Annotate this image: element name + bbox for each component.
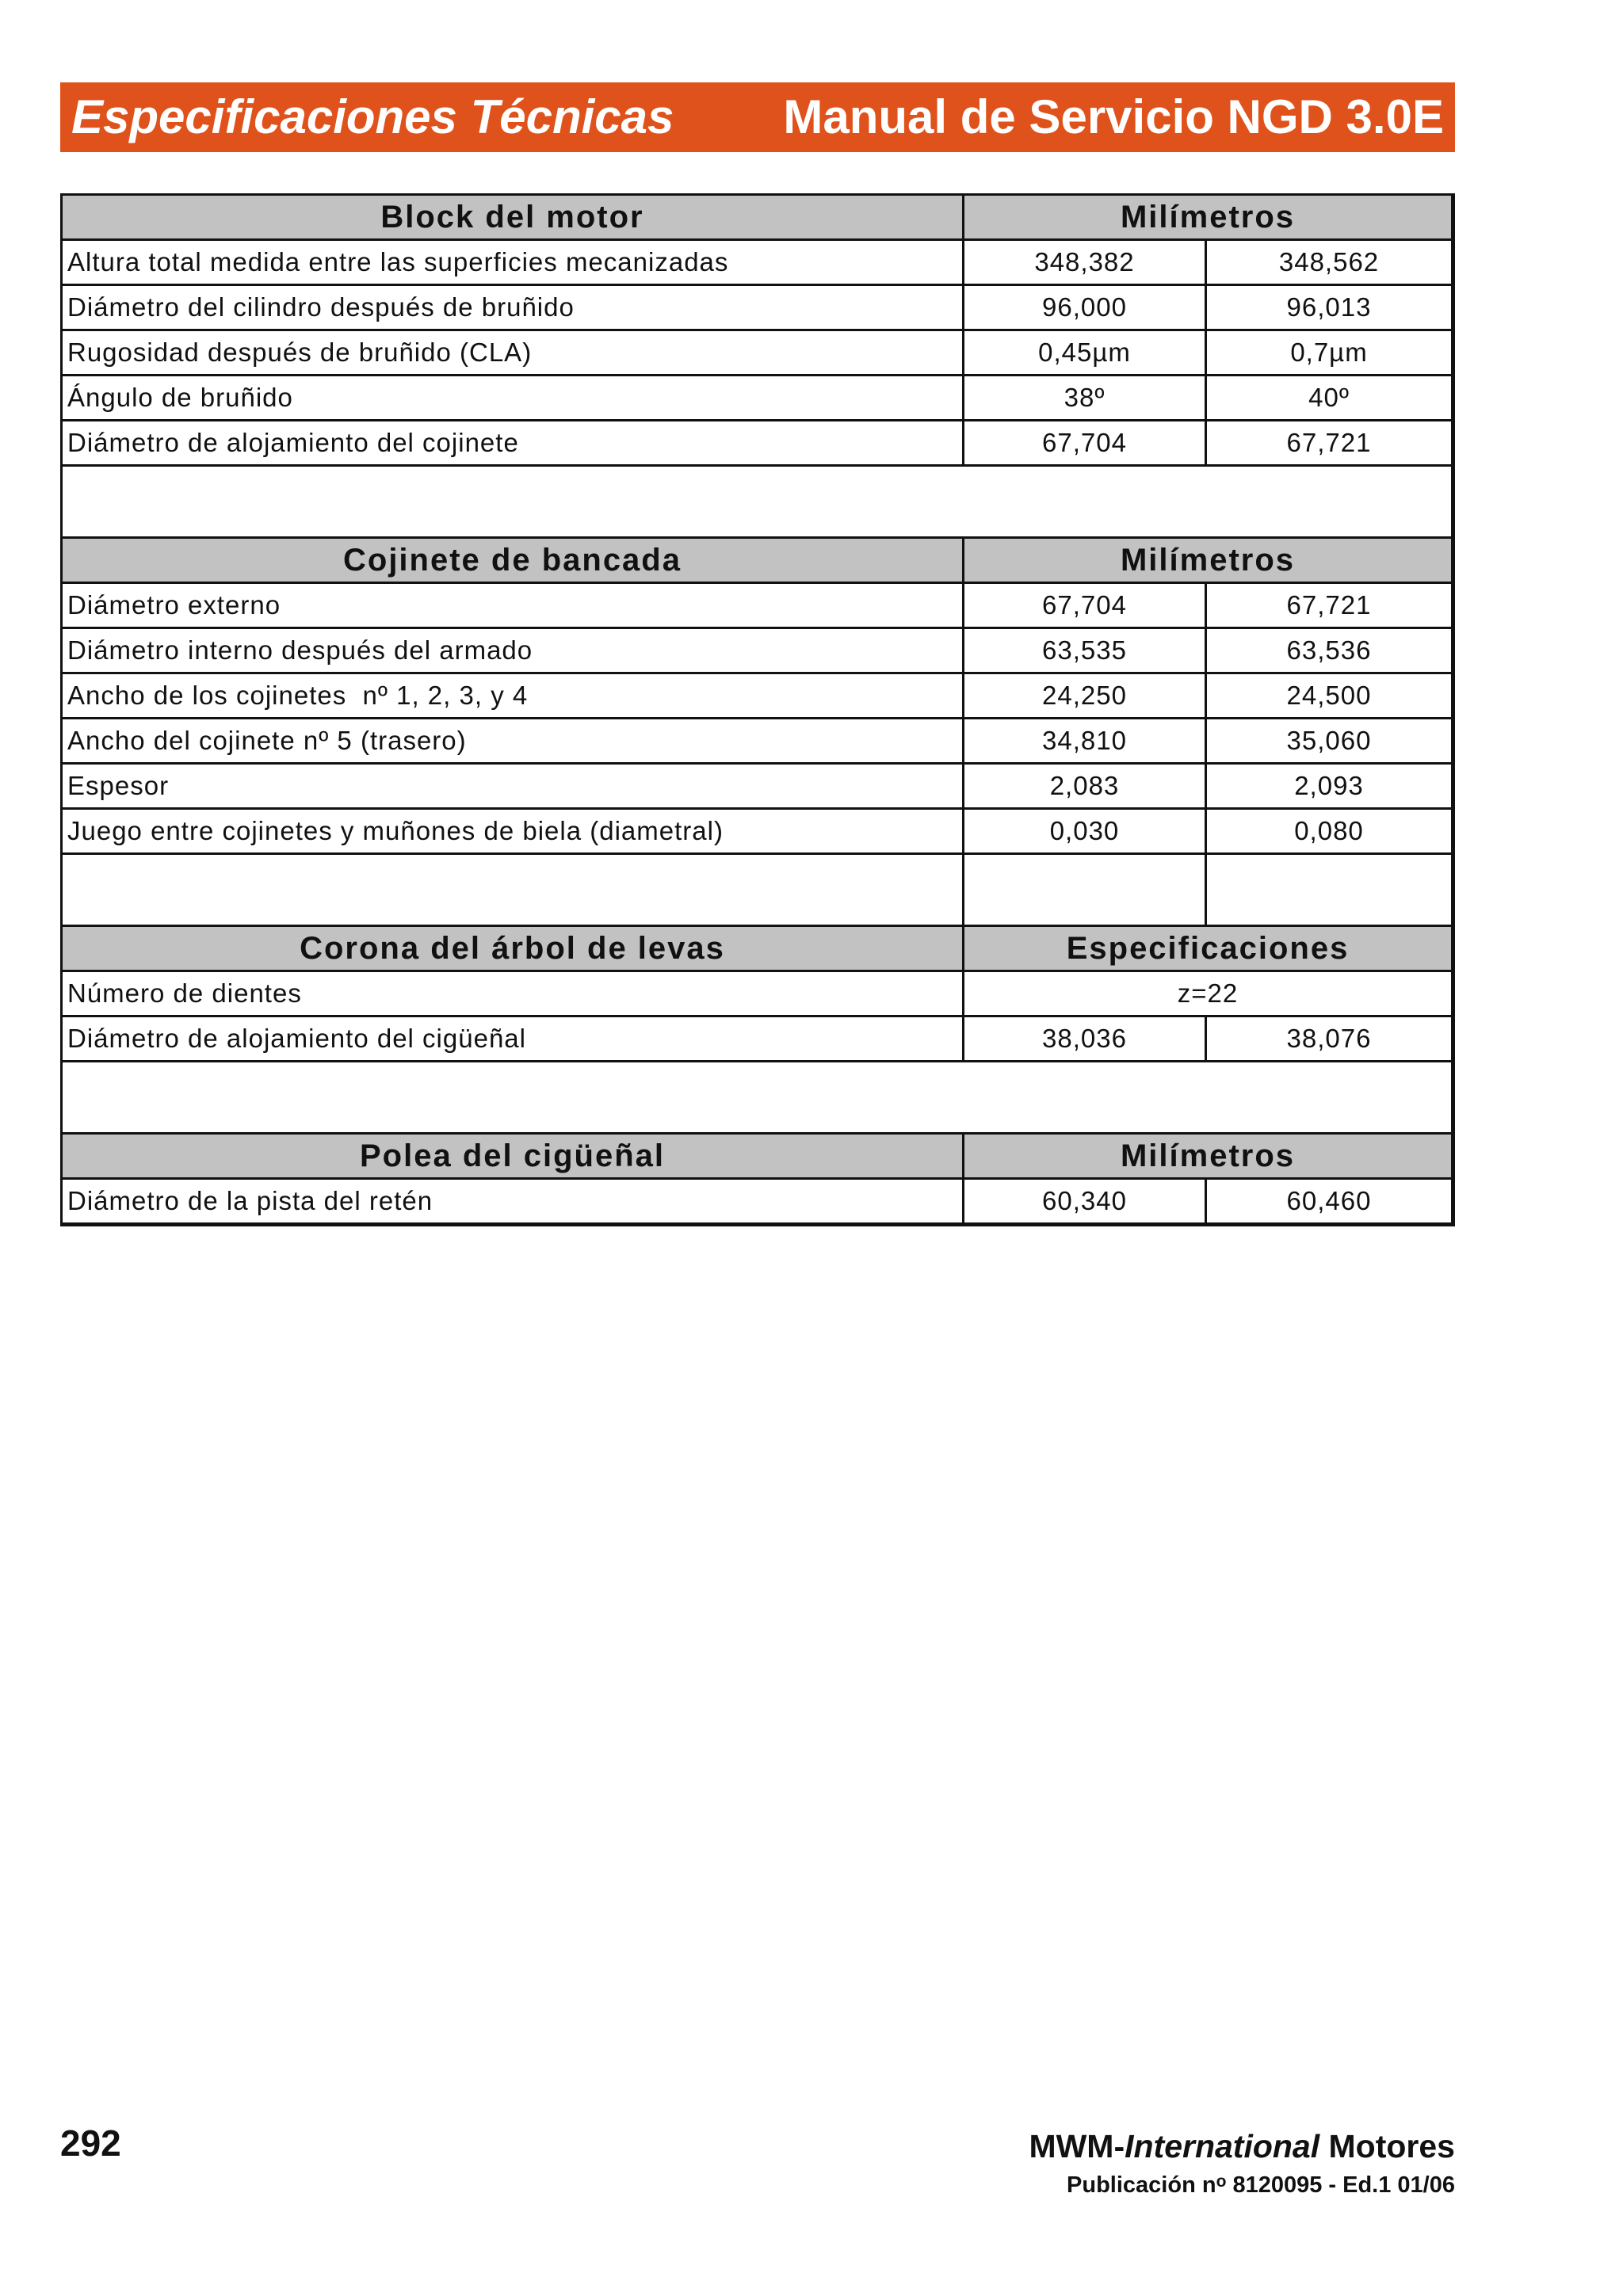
max-value: 67,721 bbox=[1206, 583, 1453, 628]
section-header-block-motor bbox=[62, 195, 1453, 240]
table-row bbox=[62, 421, 1453, 466]
unit-header: Milímetros bbox=[964, 538, 1453, 583]
max-value: 38,076 bbox=[1206, 1016, 1453, 1062]
min-value: 2,083 bbox=[964, 764, 1206, 809]
row-label: Rugosidad después de bruñido (CLA) bbox=[62, 330, 964, 376]
header-bar bbox=[60, 82, 1455, 152]
min-value: 0,45µm bbox=[964, 330, 1206, 376]
empty-cell bbox=[1206, 854, 1453, 926]
spacer-row bbox=[62, 1062, 1453, 1134]
brand-prefix: MWM- bbox=[1029, 2128, 1125, 2164]
unit-header: Especificaciones bbox=[964, 926, 1453, 971]
specifications-table bbox=[60, 193, 1455, 1226]
max-value: 2,093 bbox=[1206, 764, 1453, 809]
section-title: Corona del árbol de levas bbox=[62, 926, 964, 971]
brand-italic: International bbox=[1125, 2128, 1320, 2164]
row-label: Diámetro externo bbox=[62, 583, 964, 628]
row-label: Espesor bbox=[62, 764, 964, 809]
publication-prefix: Publicación n bbox=[1067, 2172, 1216, 2198]
brand-suffix: Motores bbox=[1319, 2128, 1455, 2164]
section-header-cojinete-bancada bbox=[62, 538, 1453, 583]
min-value: 0,030 bbox=[964, 809, 1206, 854]
max-value: 96,013 bbox=[1206, 285, 1453, 330]
min-value: 348,382 bbox=[964, 240, 1206, 285]
empty-cell bbox=[964, 854, 1206, 926]
min-value: 96,000 bbox=[964, 285, 1206, 330]
max-value: 67,721 bbox=[1206, 421, 1453, 466]
table-row bbox=[62, 583, 1453, 628]
min-value: 63,535 bbox=[964, 628, 1206, 673]
unit-header: Milímetros bbox=[964, 1134, 1453, 1179]
row-label: Diámetro de la pista del retén bbox=[62, 1179, 964, 1225]
min-value: 24,250 bbox=[964, 673, 1206, 719]
empty-cell bbox=[62, 466, 1453, 538]
table-row bbox=[62, 240, 1453, 285]
table-row bbox=[62, 764, 1453, 809]
min-value: 34,810 bbox=[964, 719, 1206, 764]
document-section-title: Especificaciones Técnicas bbox=[71, 90, 674, 143]
max-value: 24,500 bbox=[1206, 673, 1453, 719]
table-row bbox=[62, 1016, 1453, 1062]
max-value: 0,7µm bbox=[1206, 330, 1453, 376]
publication-suffix: 8120095 - Ed.1 01/06 bbox=[1226, 2172, 1455, 2198]
table-row bbox=[62, 673, 1453, 719]
max-value: 0,080 bbox=[1206, 809, 1453, 854]
min-value: 38º bbox=[964, 376, 1206, 421]
publisher-brand bbox=[1029, 2128, 1455, 2165]
section-title: Polea del cigüeñal bbox=[62, 1134, 964, 1179]
table-row bbox=[62, 330, 1453, 376]
min-value: 38,036 bbox=[964, 1016, 1206, 1062]
row-label: Diámetro interno después del armado bbox=[62, 628, 964, 673]
row-label: Ángulo de bruñido bbox=[62, 376, 964, 421]
row-label: Altura total medida entre las superficies mecanizadas bbox=[62, 240, 964, 285]
max-value: 40º bbox=[1206, 376, 1453, 421]
empty-cell bbox=[62, 854, 964, 926]
table-row bbox=[62, 1179, 1453, 1225]
spacer-row bbox=[62, 854, 1453, 926]
max-value: 63,536 bbox=[1206, 628, 1453, 673]
max-value: 348,562 bbox=[1206, 240, 1453, 285]
publication-number bbox=[1067, 2172, 1455, 2199]
section-header-corona-arbol-levas bbox=[62, 926, 1453, 971]
publication-sup: o bbox=[1216, 2172, 1227, 2191]
max-value: 60,460 bbox=[1206, 1179, 1453, 1225]
table-row bbox=[62, 809, 1453, 854]
spacer-row bbox=[62, 466, 1453, 538]
table-row bbox=[62, 376, 1453, 421]
page-number: 292 bbox=[60, 2122, 121, 2164]
row-label: Diámetro de alojamiento del cojinete bbox=[62, 421, 964, 466]
row-label: Juego entre cojinetes y muñones de biela (diametral) bbox=[62, 809, 964, 854]
row-label: Diámetro del cilindro después de bruñido bbox=[62, 285, 964, 330]
row-label: Número de dientes bbox=[62, 971, 964, 1016]
unit-header: Milímetros bbox=[964, 195, 1453, 240]
table-row bbox=[62, 971, 1453, 1016]
row-label: Diámetro de alojamiento del cigüeñal bbox=[62, 1016, 964, 1062]
section-title: Cojinete de bancada bbox=[62, 538, 964, 583]
section-header-polea-ciguenal bbox=[62, 1134, 1453, 1179]
table-row bbox=[62, 285, 1453, 330]
spec-value: z=22 bbox=[964, 971, 1453, 1016]
table-row bbox=[62, 628, 1453, 673]
row-label: Ancho del cojinete nº 5 (trasero) bbox=[62, 719, 964, 764]
max-value: 35,060 bbox=[1206, 719, 1453, 764]
manual-title: Manual de Servicio NGD 3.0E bbox=[783, 90, 1444, 143]
empty-cell bbox=[62, 1062, 1453, 1134]
section-title: Block del motor bbox=[62, 195, 964, 240]
table-row bbox=[62, 719, 1453, 764]
min-value: 60,340 bbox=[964, 1179, 1206, 1225]
min-value: 67,704 bbox=[964, 583, 1206, 628]
row-label: Ancho de los cojinetes nº 1, 2, 3, y 4 bbox=[62, 673, 964, 719]
min-value: 67,704 bbox=[964, 421, 1206, 466]
